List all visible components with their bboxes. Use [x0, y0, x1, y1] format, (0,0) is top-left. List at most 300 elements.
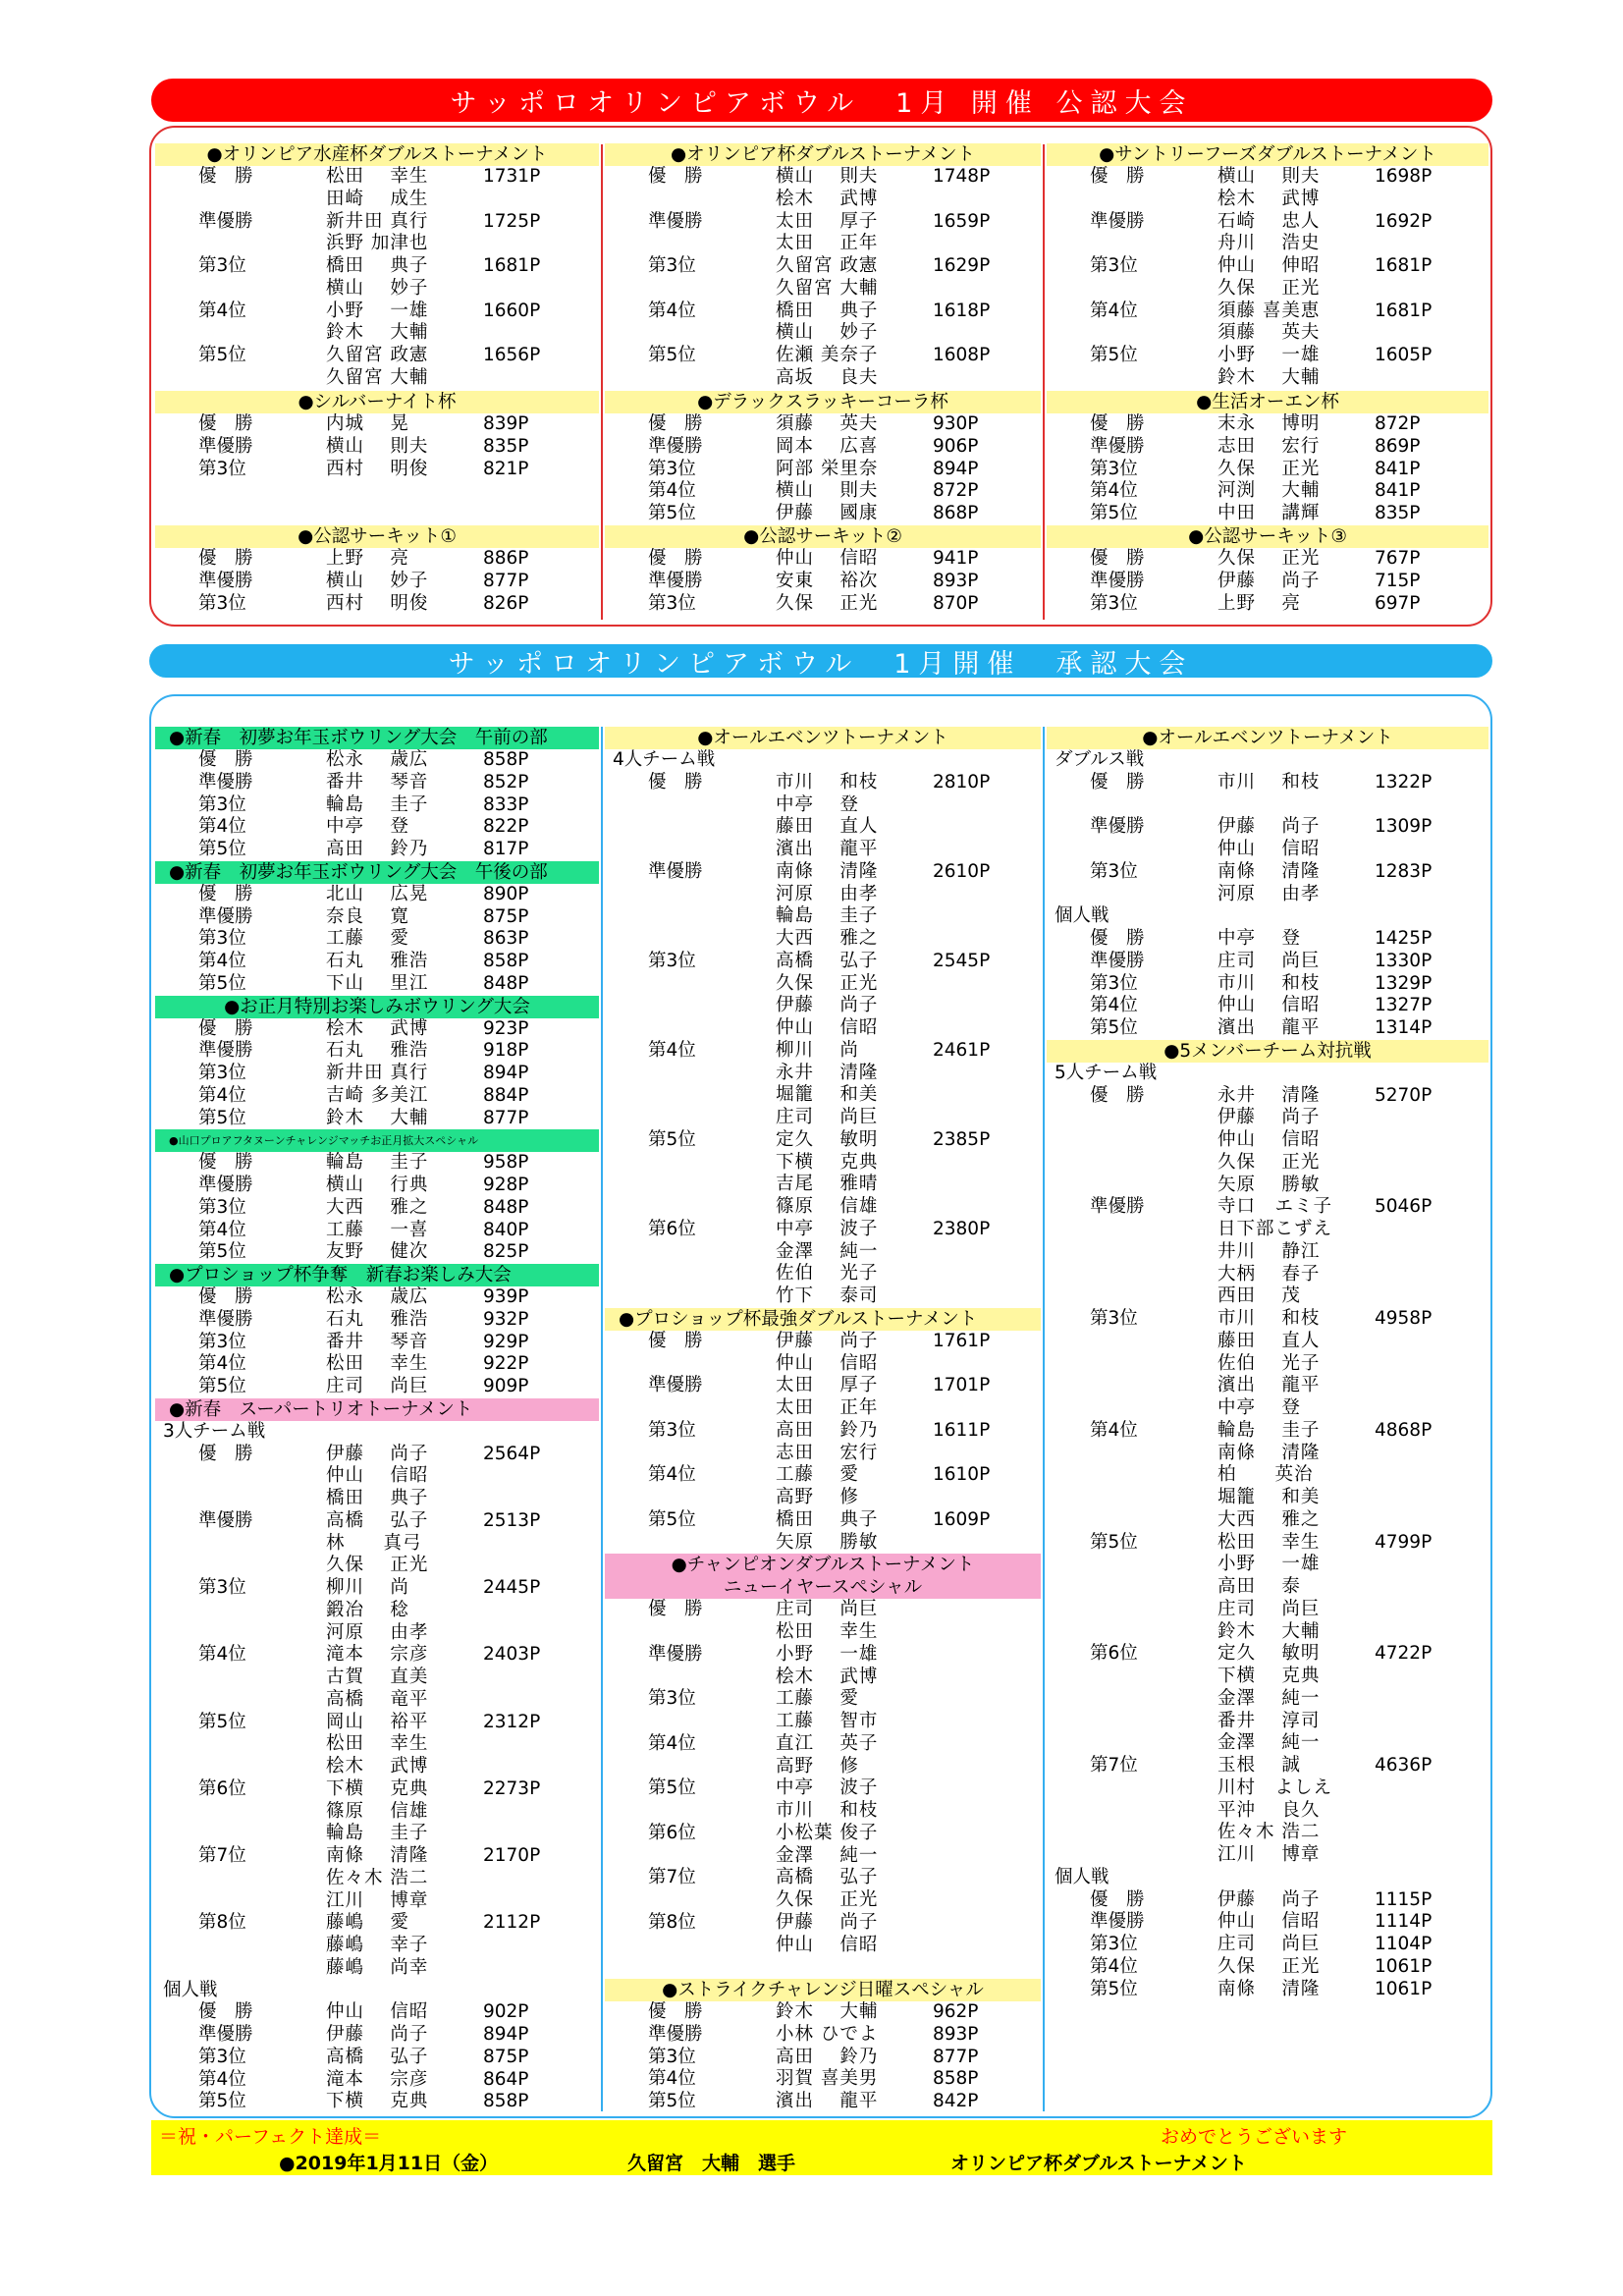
player-name: 須藤 英夫 — [776, 413, 879, 434]
result-row — [1047, 816, 1488, 839]
player-name: 大西 雅之 — [326, 1196, 429, 1218]
rank-label: 優 勝 — [198, 413, 253, 434]
player-name: 久留宮 政憲 — [326, 345, 429, 365]
tournament-section — [155, 143, 599, 390]
player-name: 仲山 信昭 — [326, 1465, 429, 1487]
rank-label: 優 勝 — [198, 166, 253, 187]
result-row — [155, 2024, 599, 2047]
result-row — [155, 1533, 599, 1556]
player-name: 桧木 武博 — [326, 1756, 429, 1777]
result-row — [1047, 951, 1488, 973]
player-name: 上野 亮 — [326, 548, 409, 569]
player-name: 伊藤 尚子 — [326, 1443, 429, 1464]
tournament-section — [1047, 143, 1488, 390]
result-row — [1047, 861, 1488, 884]
player-name: 小野 一雄 — [1217, 345, 1321, 365]
score-value: 906P — [933, 435, 979, 457]
player-name: 岡本 広喜 — [776, 435, 879, 457]
rank-label: 優 勝 — [648, 548, 703, 569]
score-value: 877P — [933, 2046, 979, 2067]
player-name: 江川 博章 — [1217, 1844, 1321, 1865]
player-name: 輪島 圭子 — [1217, 1419, 1321, 1441]
result-row — [605, 1733, 1041, 1756]
result-row — [605, 322, 1041, 345]
rank-label: 準優勝 — [648, 1643, 703, 1665]
result-row — [605, 1935, 1041, 1957]
rank-label: 準優勝 — [648, 210, 703, 232]
category-label: 個人戦 — [1055, 1866, 1109, 1887]
score-value: 825P — [483, 1241, 529, 1263]
score-value: 835P — [1375, 503, 1421, 523]
player-name: 寺口 エミ子 — [1217, 1196, 1333, 1218]
category-label: 4人チーム戦 — [613, 749, 716, 770]
rank-label: 第3位 — [1090, 255, 1138, 276]
result-row — [155, 749, 599, 772]
rank-label: 第3位 — [648, 255, 696, 276]
score-value: 2385P — [933, 1128, 991, 1150]
result-row — [155, 1085, 599, 1108]
result-row — [155, 322, 599, 345]
player-name: 高野 修 — [776, 1487, 859, 1507]
rank-label: 準優勝 — [198, 1308, 253, 1330]
score-value: 4958P — [1375, 1308, 1433, 1329]
result-row — [155, 2001, 599, 2024]
result-row — [155, 503, 599, 525]
player-name: 上野 亮 — [1217, 592, 1301, 614]
result-row — [605, 2001, 1041, 2024]
result-row — [605, 816, 1041, 839]
result-row — [155, 413, 599, 436]
result-row — [155, 1510, 599, 1533]
result-row — [1047, 1688, 1488, 1711]
result-row — [1047, 1219, 1488, 1241]
result-row — [605, 1644, 1041, 1667]
player-name: 庄司 尚巨 — [776, 1107, 879, 1127]
player-name: 下横 克典 — [776, 1151, 879, 1173]
result-row — [1047, 345, 1488, 367]
player-name: 佐々木 浩二 — [326, 1867, 429, 1888]
rank-label: 優 勝 — [1090, 1888, 1145, 1910]
result-row — [1047, 166, 1488, 189]
score-value: 841P — [1375, 458, 1421, 479]
category-label: 3人チーム戦 — [163, 1420, 266, 1442]
rank-label: 準優勝 — [1090, 1196, 1145, 1218]
player-name: 末永 博明 — [1217, 413, 1321, 434]
player-name: 中亭 登 — [1217, 1397, 1301, 1418]
result-row — [1047, 1196, 1488, 1219]
rank-label: 第3位 — [1090, 860, 1138, 882]
player-name: 小林 ひでよ — [776, 2023, 879, 2045]
player-name: 横山 則夫 — [1217, 166, 1321, 187]
result-row — [605, 459, 1041, 481]
player-name: 滝本 宗彦 — [326, 1644, 429, 1666]
rank-label: 第4位 — [198, 2068, 246, 2090]
player-name: 内城 晃 — [326, 413, 409, 434]
result-row — [1047, 1353, 1488, 1376]
rank-label: 第4位 — [1090, 995, 1138, 1016]
player-name: 阿部 栄里奈 — [776, 458, 879, 479]
result-row — [1047, 1308, 1488, 1331]
section-title: ●公認サーキット① — [155, 525, 599, 548]
result-row — [605, 1464, 1041, 1487]
player-name: 工藤 一喜 — [326, 1219, 429, 1240]
player-name: 桧木 武博 — [776, 1666, 879, 1687]
result-row — [605, 436, 1041, 459]
result-row — [155, 301, 599, 323]
player-name: 松田 幸生 — [326, 166, 429, 187]
rank-label: 第5位 — [198, 345, 246, 365]
result-row — [605, 1063, 1041, 1085]
player-name: 庄司 尚巨 — [1217, 1934, 1321, 1954]
score-value: 868P — [933, 503, 979, 523]
score-value: 1309P — [1375, 816, 1433, 838]
rank-label: 準優勝 — [198, 435, 253, 457]
player-name: 田崎 成生 — [326, 188, 429, 209]
rank-label: 準優勝 — [1090, 816, 1145, 838]
rank-label: 第4位 — [648, 480, 696, 502]
score-value: 697P — [1375, 592, 1421, 614]
rank-label: 優 勝 — [648, 1599, 703, 1620]
player-name: 仲山 伸昭 — [1217, 255, 1321, 276]
score-value: 1725P — [483, 210, 541, 232]
section-title: ●公認サーキット② — [605, 525, 1041, 548]
score-value: 863P — [483, 928, 529, 950]
rank-label: 第3位 — [648, 592, 696, 614]
section-title: ●お正月特別お楽しみボウリング大会 — [155, 996, 599, 1018]
player-name: 西田 茂 — [1217, 1285, 1301, 1307]
rank-label: 第4位 — [648, 2068, 696, 2090]
rank-label: 第5位 — [198, 1376, 246, 1396]
result-row — [605, 1800, 1041, 1823]
rank-label: 第4位 — [1090, 1955, 1138, 1977]
result-row — [155, 1823, 599, 1845]
rank-label: 第3位 — [648, 1688, 696, 1710]
player-name: 太田 正年 — [776, 1397, 879, 1418]
result-row — [605, 1040, 1041, 1063]
result-row — [605, 1263, 1041, 1285]
result-row — [1047, 1264, 1488, 1286]
score-value: 872P — [933, 480, 979, 502]
player-name: 下横 克典 — [326, 2091, 429, 2112]
perfect-player: 久留宮 大輔 選手 — [627, 2153, 796, 2174]
rank-label: 第4位 — [198, 1353, 246, 1375]
player-name: 平沖 良久 — [1217, 1799, 1321, 1821]
player-name: 石丸 雅浩 — [326, 1040, 429, 1062]
score-value: 1681P — [1375, 300, 1433, 321]
player-name: 南條 清隆 — [1217, 860, 1321, 882]
result-row — [605, 1777, 1041, 1800]
section-title: ●新春 初夢お年玉ボウリング大会 午後の部 — [155, 861, 599, 884]
result-row — [605, 233, 1041, 255]
player-name: 金澤 純一 — [1217, 1687, 1321, 1709]
result-row — [605, 1688, 1041, 1711]
result-row — [1047, 571, 1488, 593]
score-value: 893P — [933, 2023, 979, 2045]
results-column — [605, 727, 1041, 2113]
score-value: 962P — [933, 2001, 979, 2022]
player-name: 橋田 典子 — [326, 1488, 429, 1508]
result-row — [605, 571, 1041, 593]
column-divider — [1043, 727, 1045, 2111]
player-name: 佐伯 光子 — [1217, 1352, 1321, 1374]
score-value: 1114P — [1375, 1911, 1433, 1933]
player-name: 輪島 圭子 — [326, 793, 429, 815]
player-name: 堀籠 和美 — [1217, 1487, 1321, 1507]
rank-label: 第5位 — [198, 1241, 246, 1263]
result-row — [605, 1285, 1041, 1308]
result-row — [605, 794, 1041, 817]
section-title: ●生活オーエン杯 — [1047, 391, 1488, 413]
player-name: 久保 正光 — [776, 1889, 879, 1910]
player-name: 大西 雅之 — [776, 928, 879, 949]
result-row — [155, 211, 599, 234]
result-row — [605, 2024, 1041, 2047]
result-row — [155, 1152, 599, 1175]
rank-label: 第4位 — [198, 1219, 246, 1240]
rank-label: 第4位 — [198, 1084, 246, 1106]
player-name: 庄司 尚巨 — [1217, 950, 1321, 971]
score-value: 2380P — [933, 1218, 991, 1239]
result-row — [1047, 1285, 1488, 1308]
result-row — [155, 1241, 599, 1264]
player-name: 柳川 尚 — [326, 1577, 409, 1598]
section-title: ●新春 スーパートリオトーナメント — [155, 1398, 599, 1421]
score-value: 1698P — [1375, 166, 1433, 187]
result-row — [605, 1912, 1041, 1935]
result-row — [605, 861, 1041, 884]
player-name: 番井 琴音 — [326, 1331, 429, 1352]
result-row — [605, 413, 1041, 436]
result-row — [605, 593, 1041, 616]
player-name: 南條 清隆 — [1217, 1442, 1321, 1463]
player-name: 仲山 信昭 — [1217, 995, 1321, 1016]
player-name: 川村 よしえ — [1217, 1777, 1333, 1798]
result-row — [1047, 928, 1488, 951]
player-name: 高田 泰 — [1217, 1576, 1301, 1597]
player-name: 藤嶋 愛 — [326, 1912, 409, 1934]
player-name: 伊藤 尚子 — [776, 1330, 879, 1351]
player-name: 久保 正光 — [326, 1555, 429, 1576]
result-row — [155, 2069, 599, 2092]
rank-label: 優 勝 — [198, 1017, 253, 1039]
score-value: 870P — [933, 592, 979, 614]
result-row — [605, 548, 1041, 571]
score-value: 1605P — [1375, 345, 1433, 365]
result-row — [1047, 1107, 1488, 1129]
result-row — [155, 816, 599, 839]
score-value: 1660P — [483, 300, 541, 321]
player-name: 工藤 愛 — [326, 928, 409, 950]
player-name: 河原 由孝 — [326, 1621, 429, 1643]
rank-label: 第5位 — [1090, 345, 1138, 365]
player-name: 伊藤 尚子 — [1217, 1107, 1321, 1128]
player-name: 志田 宏行 — [776, 1442, 879, 1463]
score-value: 1731P — [483, 166, 541, 187]
rank-label: 第5位 — [198, 839, 246, 859]
score-value: 918P — [483, 1040, 529, 1062]
score-value: 826P — [483, 592, 529, 614]
result-row — [605, 367, 1041, 390]
result-row — [1047, 1911, 1488, 1934]
result-row — [605, 1443, 1041, 1465]
result-row — [1047, 1732, 1488, 1755]
player-name: 永井 清隆 — [776, 1062, 879, 1083]
player-name: 篠原 信雄 — [776, 1196, 879, 1217]
rank-label: 第4位 — [1090, 300, 1138, 321]
player-name: 高橋 弘子 — [326, 2046, 429, 2067]
score-value: 1115P — [1375, 1888, 1433, 1910]
result-row — [1047, 1464, 1488, 1487]
player-name: 鈴木 大輔 — [1217, 366, 1321, 388]
player-name: 濱出 龍平 — [1217, 1375, 1321, 1396]
result-row — [155, 1667, 599, 1689]
player-name: 浜野 加津也 — [326, 233, 429, 254]
player-name: 直江 英子 — [776, 1732, 879, 1754]
score-value: 941P — [933, 548, 979, 569]
player-name: 横山 則夫 — [326, 435, 429, 457]
perfect-tournament: オリンピア杯ダブルストーナメント — [950, 2153, 1247, 2174]
player-name: 松永 歳広 — [326, 749, 429, 770]
rank-label: 優 勝 — [198, 1286, 253, 1307]
player-name: 羽賀 喜美男 — [776, 2068, 879, 2090]
result-row — [605, 1196, 1041, 1219]
result-row — [1047, 1777, 1488, 1800]
rank-label: 優 勝 — [1090, 771, 1145, 793]
section-title: ●オリンピア水産杯ダブルストーナメント — [155, 143, 599, 166]
rank-label: 第5位 — [1090, 1978, 1138, 1999]
player-name: 太田 厚子 — [776, 210, 879, 232]
player-name: 永井 清隆 — [1217, 1084, 1321, 1106]
player-name: 藤嶋 尚幸 — [326, 1956, 429, 1978]
rank-label: 第7位 — [648, 1867, 696, 1888]
rank-label: 準優勝 — [198, 1509, 253, 1531]
score-value: 1283P — [1375, 860, 1433, 882]
player-name: 市川 和枝 — [1217, 771, 1321, 793]
rank-label: 優 勝 — [648, 771, 703, 793]
result-row — [605, 1375, 1041, 1397]
player-name: 松田 幸生 — [776, 1621, 879, 1642]
rank-label: 準優勝 — [198, 771, 253, 793]
score-value: 886P — [483, 548, 529, 569]
player-name: 中亭 登 — [776, 793, 859, 815]
result-row — [1047, 1129, 1488, 1152]
rank-label: 第5位 — [1090, 1531, 1138, 1553]
player-name: 滝本 宗彦 — [326, 2068, 429, 2090]
result-row — [1047, 1822, 1488, 1844]
result-row — [605, 1353, 1041, 1376]
score-value: 884P — [483, 1084, 529, 1106]
result-row — [155, 1644, 599, 1667]
section-title: ●シルバーナイト杯 — [155, 391, 599, 413]
score-value: 858P — [483, 2091, 529, 2112]
result-row — [605, 2047, 1041, 2069]
result-row — [605, 1241, 1041, 1264]
rank-label: 第5位 — [1090, 1017, 1138, 1038]
spacer-row — [605, 1956, 1041, 1979]
rank-label: 第6位 — [648, 1822, 696, 1843]
score-value: 929P — [483, 1331, 529, 1352]
result-row — [155, 459, 599, 481]
section-title: ●5メンバーチーム対抗戦 — [1047, 1040, 1488, 1063]
player-name: 定久 敏明 — [1217, 1643, 1321, 1665]
column-divider — [601, 144, 603, 620]
player-name: 石丸 雅浩 — [326, 951, 429, 971]
score-value: 1692P — [1375, 210, 1433, 232]
rank-label: 第5位 — [648, 1777, 696, 1799]
rank-label: 準優勝 — [648, 2023, 703, 2045]
rank-label: 準優勝 — [198, 570, 253, 591]
rank-label: 第6位 — [1090, 1643, 1138, 1665]
rank-label: 第3位 — [198, 1063, 246, 1083]
player-name: 橋田 典子 — [776, 300, 879, 321]
player-name: 庄司 尚巨 — [776, 1599, 879, 1620]
result-row — [605, 255, 1041, 278]
result-row — [1047, 1621, 1488, 1644]
rank-label: 優 勝 — [1090, 548, 1145, 569]
result-row — [155, 1376, 599, 1398]
rank-label: 準優勝 — [198, 2024, 253, 2045]
section-title: ●オールエベンツトーナメント — [1047, 727, 1488, 749]
player-name: 高田 鈴乃 — [776, 1419, 879, 1441]
rank-label: 第3位 — [1090, 592, 1138, 614]
player-name: 南條 清隆 — [1217, 1978, 1321, 1999]
score-value: 869P — [1375, 435, 1421, 457]
player-name: 伊藤 尚子 — [1217, 816, 1321, 838]
result-row — [605, 1756, 1041, 1778]
player-name: 伊藤 尚子 — [776, 1911, 879, 1933]
section-title: ●新春 初夢お年玉ボウリング大会 午前の部 — [155, 727, 599, 749]
rank-label: 第3位 — [648, 950, 696, 971]
result-row — [605, 2091, 1041, 2113]
player-name: 舟川 浩史 — [1217, 233, 1321, 254]
score-value: 833P — [483, 793, 529, 815]
rank-label: 第3位 — [648, 458, 696, 479]
score-value: 1611P — [933, 1419, 991, 1441]
player-name: 松田 幸生 — [326, 1353, 429, 1375]
rank-label: 第4位 — [198, 300, 246, 321]
player-name: 井川 静江 — [1217, 1240, 1321, 1262]
score-value: 1761P — [933, 1330, 991, 1351]
rank-label: 第4位 — [648, 1039, 696, 1061]
player-name: 高田 鈴乃 — [776, 2046, 879, 2067]
player-name: 高橋 竜平 — [326, 1688, 429, 1710]
player-name: 桧木 武博 — [326, 1017, 429, 1039]
section-title: ●デラックスラッキーコーラ杯 — [605, 391, 1041, 413]
result-row — [605, 480, 1041, 503]
score-value: 1104P — [1375, 1934, 1433, 1954]
result-row — [1047, 1844, 1488, 1867]
score-value: 4868P — [1375, 1419, 1433, 1441]
rank-label: 第3位 — [198, 1196, 246, 1218]
rank-label: 第3位 — [198, 592, 246, 614]
rank-label: 準優勝 — [1090, 570, 1145, 591]
result-row — [155, 1353, 599, 1376]
player-name: 新井田 真行 — [326, 210, 429, 232]
player-name: 橋田 典子 — [776, 1508, 879, 1530]
result-row — [155, 928, 599, 951]
player-name: 久保 正光 — [1217, 458, 1321, 479]
player-name: 小野 一雄 — [776, 1643, 879, 1665]
rank-label: 第3位 — [198, 2046, 246, 2067]
result-row — [605, 1667, 1041, 1689]
player-name: 庄司 尚巨 — [1217, 1598, 1321, 1619]
result-row — [605, 951, 1041, 973]
player-name: 輪島 圭子 — [326, 1152, 429, 1174]
result-row — [155, 772, 599, 794]
column-divider — [601, 727, 603, 2111]
rank-label: 優 勝 — [648, 413, 703, 434]
player-name: 工藤 愛 — [776, 1688, 859, 1710]
